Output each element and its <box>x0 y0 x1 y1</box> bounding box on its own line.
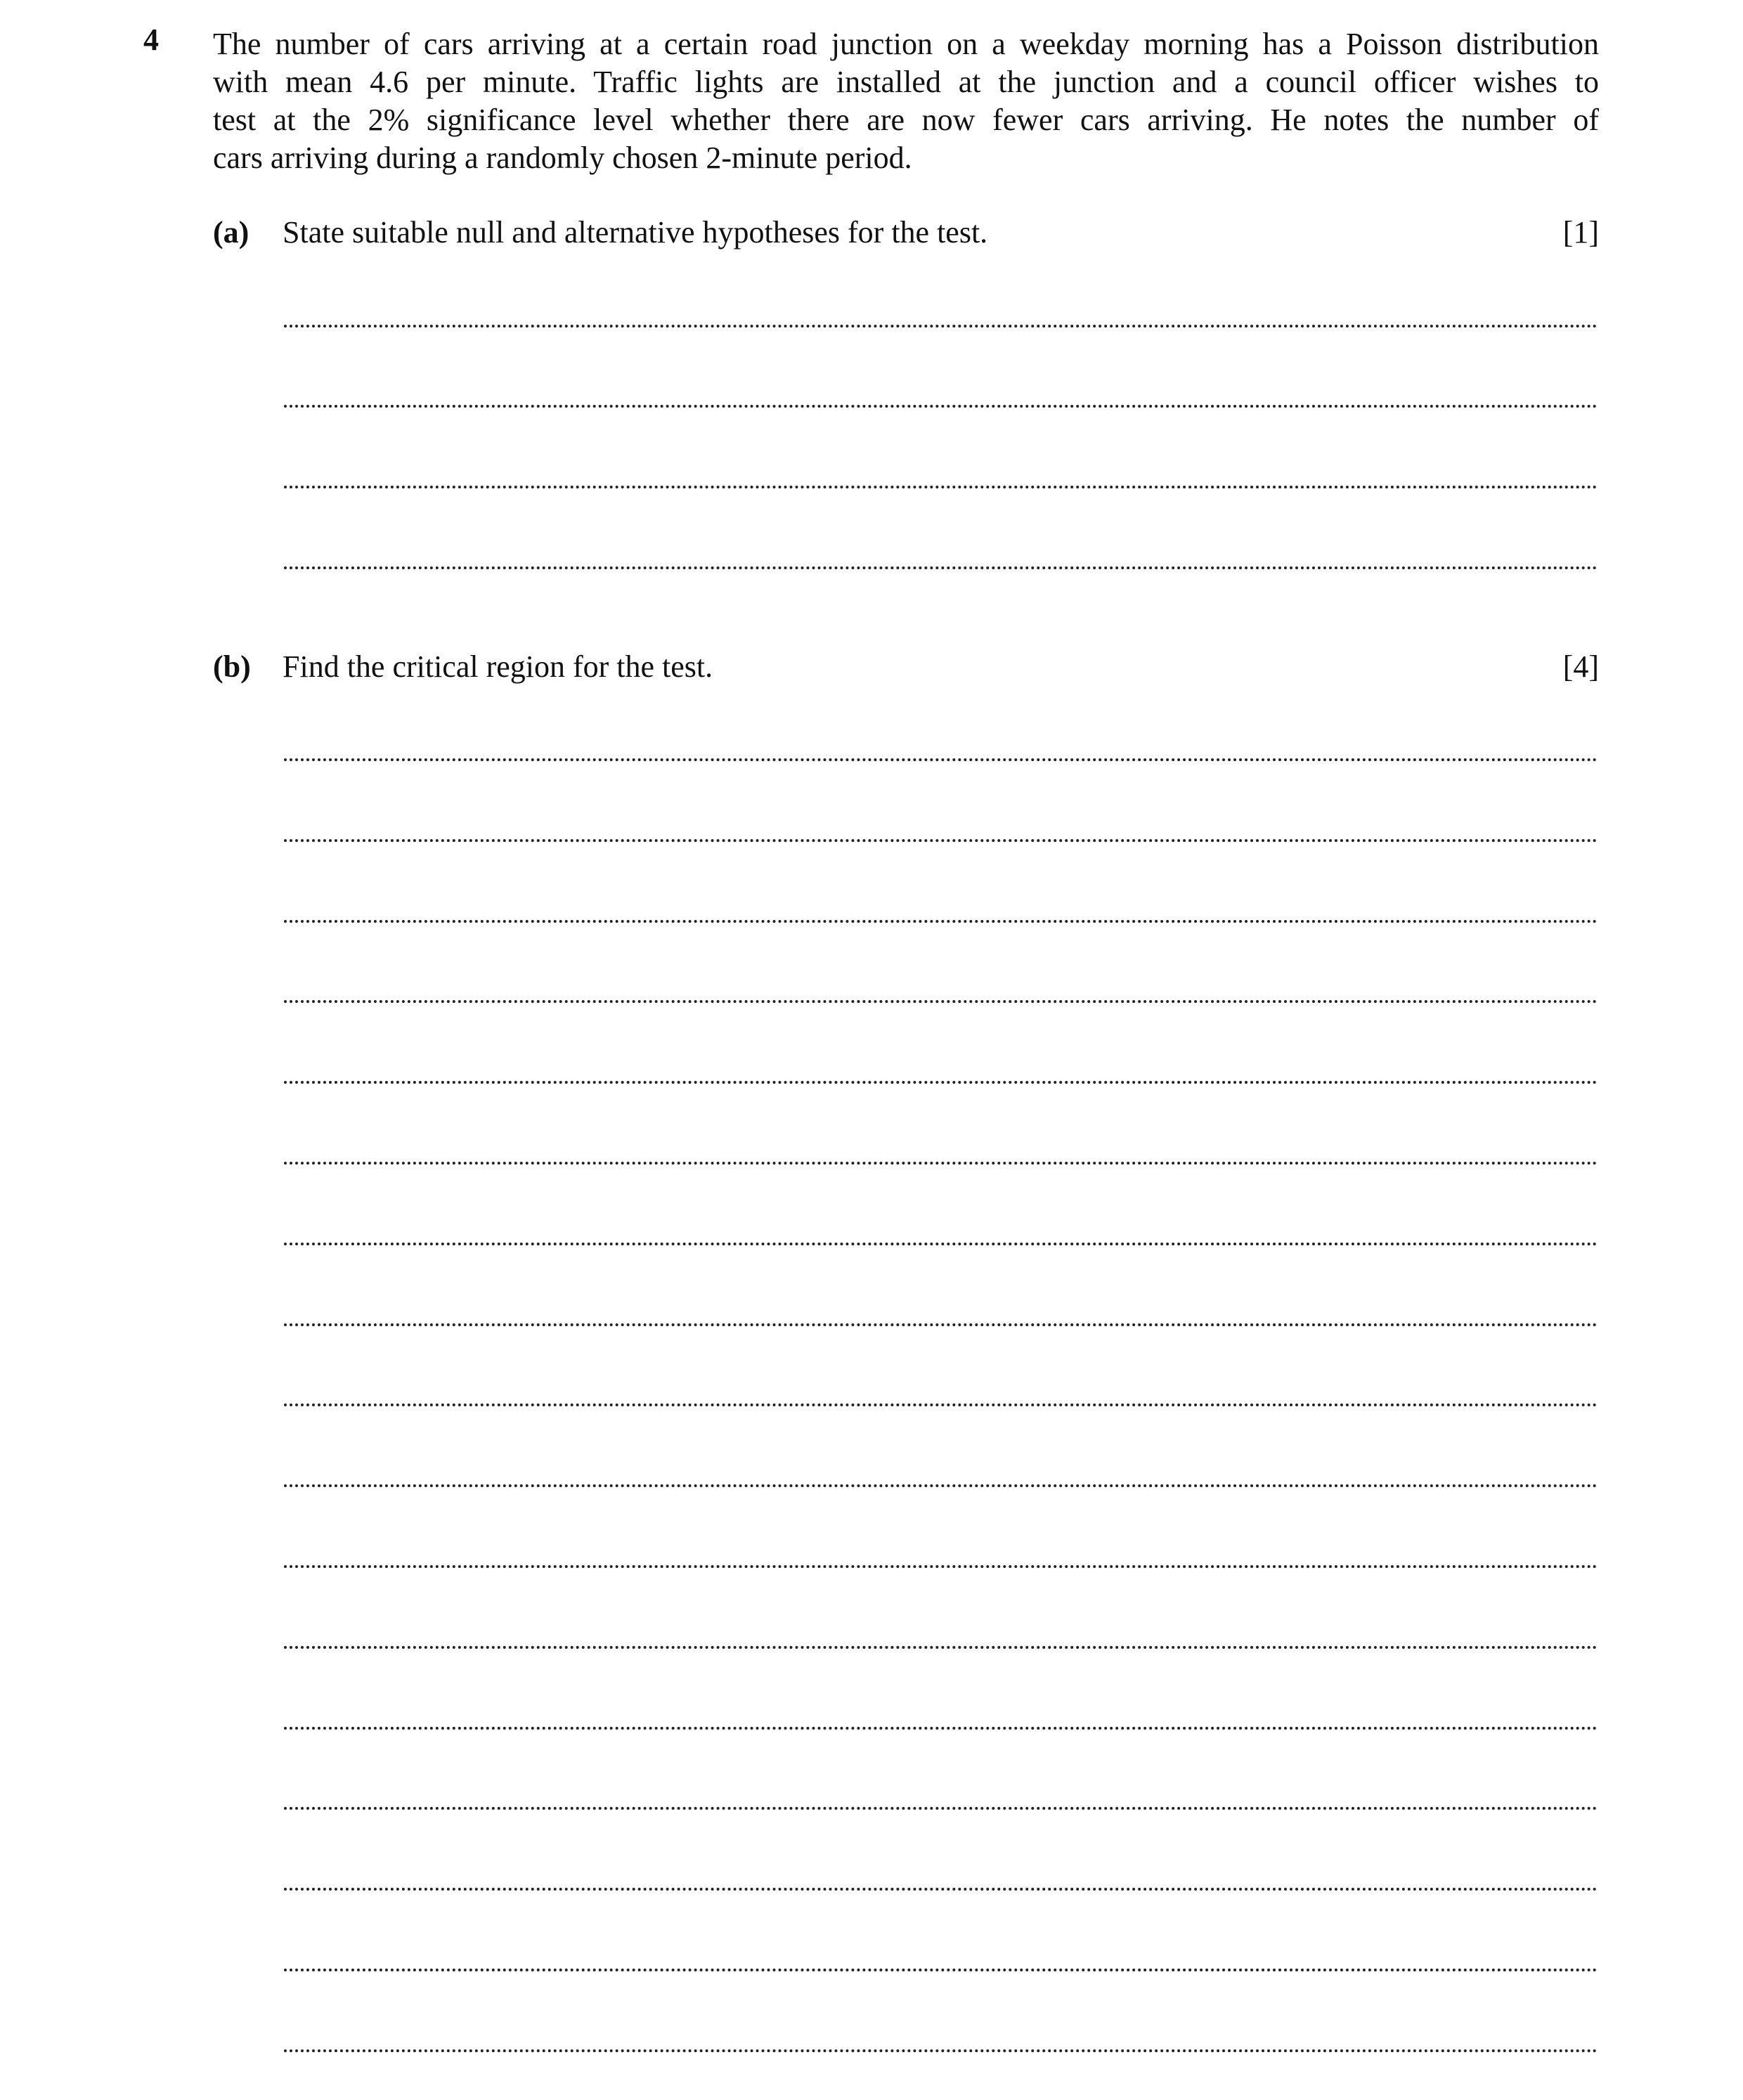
answer-line[interactable] <box>284 920 1598 923</box>
part-a-text: State suitable null and alternative hypotheses for the test. <box>283 215 988 249</box>
part-b-text: Find the critical region for the test. <box>283 649 713 684</box>
answer-line[interactable] <box>284 2049 1598 2052</box>
part-a-marks: [1] <box>1562 215 1599 249</box>
answer-line[interactable] <box>284 1807 1598 1810</box>
stem-line: with mean 4.6 per minute. Traffic lights are installed at the junction and a council officer wishes to <box>213 65 1599 99</box>
answer-line[interactable] <box>284 1000 1598 1003</box>
answer-line[interactable] <box>284 1484 1598 1487</box>
answer-line[interactable] <box>284 1243 1598 1245</box>
answer-line[interactable] <box>284 758 1598 761</box>
part-b-marks: [4] <box>1562 649 1599 684</box>
answer-line[interactable] <box>284 1727 1598 1730</box>
part-b-label: (b) <box>213 649 251 684</box>
answer-line[interactable] <box>284 325 1598 328</box>
part-a-label: (a) <box>213 215 250 249</box>
answer-line[interactable] <box>284 566 1598 569</box>
answer-line[interactable] <box>284 1162 1598 1165</box>
answer-line[interactable] <box>284 1081 1598 1084</box>
answer-line[interactable] <box>284 1404 1598 1406</box>
stem-line: cars arriving during a randomly chosen 2-minute period. <box>213 141 912 175</box>
answer-line[interactable] <box>284 839 1598 842</box>
answer-line[interactable] <box>284 1969 1598 1971</box>
answer-line[interactable] <box>284 1646 1598 1649</box>
answer-line[interactable] <box>284 1323 1598 1326</box>
stem-line: The number of cars arriving at a certain road junction on a weekday morning has a Poisson distribution <box>213 27 1599 61</box>
answer-line[interactable] <box>284 1565 1598 1568</box>
question-stem <box>213 25 1599 177</box>
question-number: 4 <box>143 22 159 57</box>
answer-line[interactable] <box>284 486 1598 488</box>
stem-line: test at the 2% significance level whether there are now fewer cars arriving. He notes the number of <box>213 103 1599 137</box>
answer-line[interactable] <box>284 1888 1598 1891</box>
answer-line[interactable] <box>284 405 1598 408</box>
